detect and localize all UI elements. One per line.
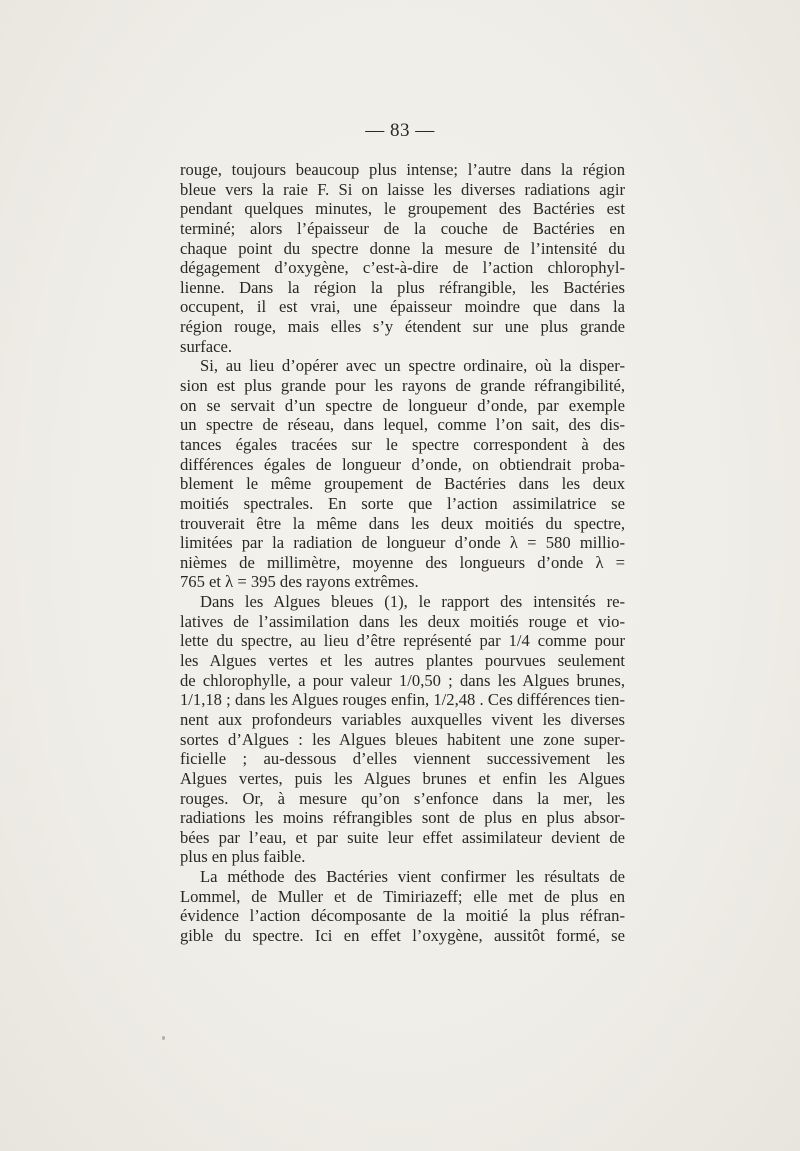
text-line: sion est plus grande pour les rayons de grande réfrangibilité, xyxy=(180,376,625,396)
text-line: ficielle ; au-dessous d’elles viennent successivement les xyxy=(180,749,625,769)
text-line: on se servait d’un spectre de longueur d’onde, par exemple xyxy=(180,395,625,415)
text-line: terminé; alors l’épaisseur de la couche de Bactéries en xyxy=(180,218,625,238)
text-line: Lommel, de Muller et de Timiriazeff; elle met de plus en xyxy=(180,886,625,906)
text-line: rouge, toujours beaucoup plus intense; l’autre dans la région xyxy=(180,160,625,179)
text-line: bées par l’eau, et par suite leur effet assimilateur devient de xyxy=(180,827,625,847)
body-text xyxy=(180,160,625,946)
text-line: Algues vertes, puis les Algues brunes et enfin les Algues xyxy=(180,768,625,788)
text-line: sortes d’Algues : les Algues bleues habitent une zone super- xyxy=(180,729,625,749)
text-line: bleue vers la raie F. Si on laisse les diverses radiations agir xyxy=(180,179,625,199)
paragraph-start-line: Dans les Algues bleues (1), le rapport des intensités re- xyxy=(200,592,625,612)
text-line: surface. xyxy=(180,336,233,356)
text-line: un spectre de réseau, dans lequel, comme l’on sait, des dis- xyxy=(180,415,625,435)
text-line: chaque point du spectre donne la mesure de l’intensité du xyxy=(180,238,625,258)
text-line: limitées par la radiation de longueur d’onde λ = 580 millio- xyxy=(180,533,625,553)
text-line: occupent, il est vrai, une épaisseur moindre que dans la xyxy=(180,297,625,317)
text-line: 765 et λ = 395 des rayons extrêmes. xyxy=(180,572,419,592)
paragraph-start-line: Si, au lieu d’opérer avec un spectre ordinaire, où la disper- xyxy=(200,356,625,376)
text-line: plus en plus faible. xyxy=(180,847,306,867)
text-line: différences égales de longueur d’onde, on obtiendrait proba- xyxy=(180,454,625,474)
text-line: les Algues vertes et les autres plantes pourvues seulement xyxy=(180,651,625,671)
text-line: rouges. Or, à mesure qu’on s’enfonce dans la mer, les xyxy=(180,788,625,808)
text-line: dégagement d’oxygène, c’est-à-dire de l’action chlorophyl- xyxy=(180,258,625,278)
text-line: nent aux profondeurs variables auxquelles vivent les diverses xyxy=(180,709,625,729)
text-line: évidence l’action décomposante de la moitié la plus réfran- xyxy=(180,906,625,926)
text-line: moitiés spectrales. En sorte que l’action assimilatrice se xyxy=(180,493,625,513)
paper-speck xyxy=(162,1036,165,1040)
text-line: nièmes de millimètre, moyenne des longueurs d’onde λ = xyxy=(180,552,625,572)
text-line: lette du spectre, au lieu d’être représenté par 1/4 comme pour xyxy=(180,631,625,651)
text-line: pendant quelques minutes, le groupement des Bactéries est xyxy=(180,199,625,219)
text-line: région rouge, mais elles s’y étendent sur une plus grande xyxy=(180,317,625,337)
text-line: lienne. Dans la région la plus réfrangible, les Bactéries xyxy=(180,277,625,297)
text-line: blement le même groupement de Bactéries dans les deux xyxy=(180,474,625,494)
text-line: tances égales tracées sur le spectre correspondent à des xyxy=(180,434,625,454)
page-number: — 83 — xyxy=(365,120,435,141)
text-line: latives de l’assimilation dans les deux moitiés rouge et vio- xyxy=(180,611,625,631)
text-line: de chlorophylle, a pour valeur 1/0,50 ; dans les Algues brunes, xyxy=(180,670,625,690)
text-line: gible du spectre. Ici en effet l’oxygène, aussitôt formé, se xyxy=(180,925,625,945)
paragraph-start-line: La méthode des Bactéries vient confirmer les résultats de xyxy=(200,867,625,887)
text-line: trouverait être la même dans les deux moitiés du spectre, xyxy=(180,513,625,533)
text-line: radiations les moins réfrangibles sont de plus en plus absor- xyxy=(180,808,625,828)
text-line: 1/1,18 ; dans les Algues rouges enfin, 1/2,48 . Ces différences tien- xyxy=(180,690,625,710)
